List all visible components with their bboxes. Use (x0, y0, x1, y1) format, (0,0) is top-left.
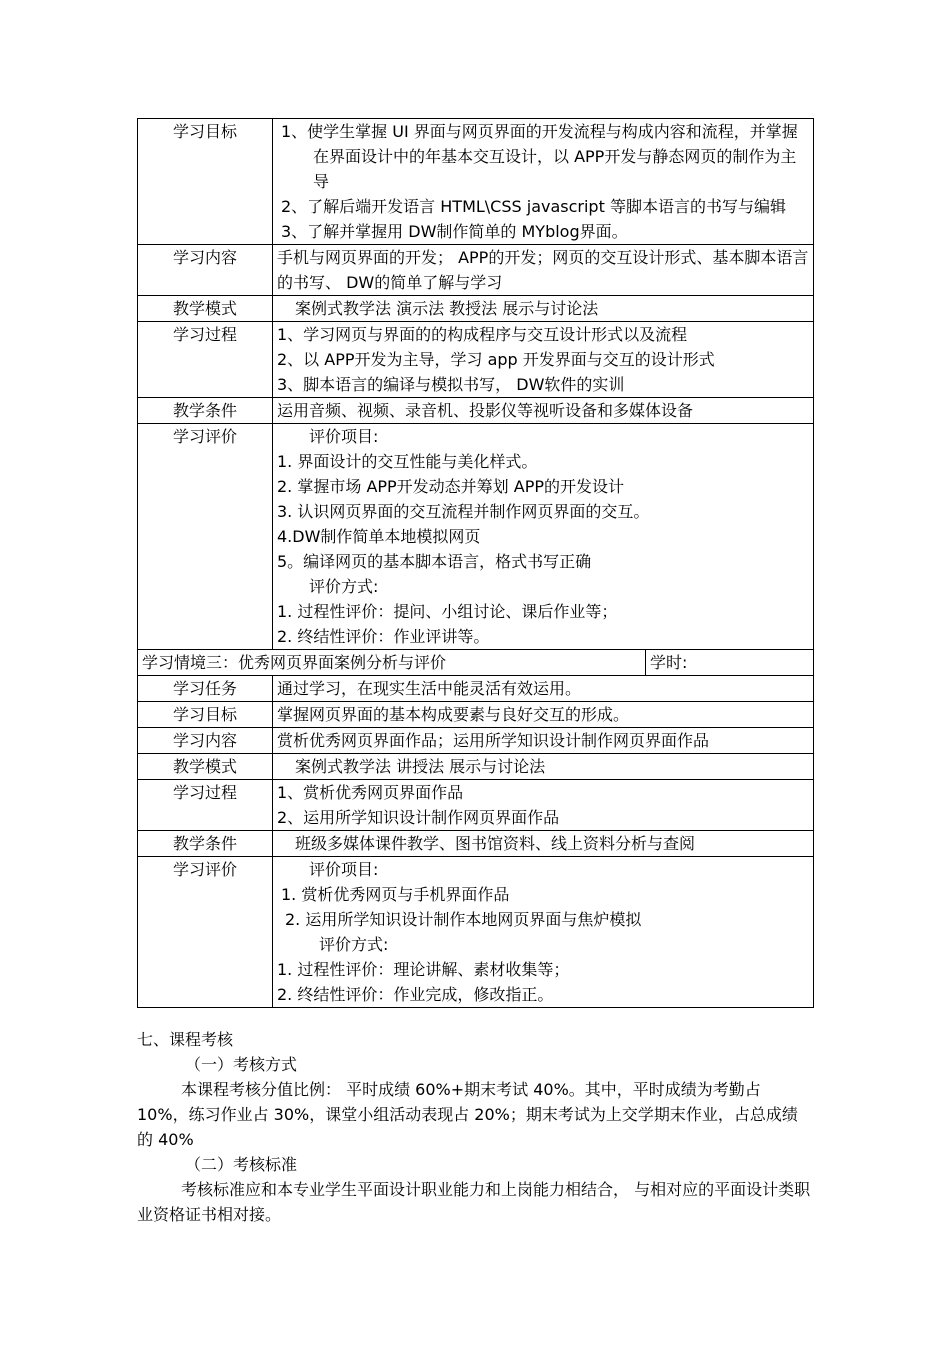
evaluation-cell (273, 424, 814, 650)
mode-text: 案例式教学法 演示法 教授法 展示与讨论法 (295, 299, 599, 318)
list-item: 1. 过程性评价：理论讲解、素材收集等； (277, 960, 570, 979)
list-item: 2、运用所学知识设计制作网页界面作品 (277, 808, 560, 827)
scenario-title: 学习情境三：优秀网页界面案例分析与评价 (138, 650, 646, 676)
table-row (138, 322, 814, 398)
row-label-content: 学习内容 (138, 245, 273, 296)
list-item: 2、了解后端开发语言 HTML\CSS javascript 等脚本语言的书写与编辑 (281, 197, 786, 216)
list-item: 1、赏析优秀网页界面作品 (277, 783, 464, 802)
row-label-conditions: 教学条件 (138, 831, 273, 857)
conditions-text: 运用音频、视频、录音机、投影仪等视听设备和多媒体设备 (277, 401, 694, 420)
list-item: 2. 掌握市场 APP开发动态并筹划 APP的开发设计 (277, 477, 625, 496)
conditions-cell (273, 398, 814, 424)
list-item: 4.DW制作简单本地模拟网页 (277, 527, 481, 546)
method-paragraph: 本课程考核分值比例： 平时成绩 60%+期末考试 40%。其中，平时成绩为考勤占 10%，练习作业占 30%，课堂小组活动表现占 20%；期末考试为上交学期末作业，占总成绩的 40% (137, 1080, 798, 1149)
table-row (138, 398, 814, 424)
evaluation-items-title: 评价项目: (309, 860, 379, 879)
list-item: 1、学习网页与界面的的构成程序与交互设计形式以及流程 (277, 325, 688, 344)
table-row (138, 676, 814, 702)
section-heading: 七、课程考核 (137, 1030, 234, 1049)
list-item: 2. 运用所学知识设计制作本地网页界面与焦炉模拟 (285, 910, 642, 929)
row-label-goal: 学习目标 (138, 702, 273, 728)
list-item: 3. 认识网页界面的交互流程并制作网页界面的交互。 (277, 502, 650, 521)
conditions-text: 班级多媒体课件教学、图书馆资料、线上资料分析与查阅 (295, 834, 696, 853)
conditions-cell (273, 831, 814, 857)
course-table (137, 118, 814, 1008)
process-cell (273, 322, 814, 398)
list-item: 3、脚本语言的编译与模拟书写， DW软件的实训 (277, 375, 625, 394)
content-cell (273, 245, 814, 296)
row-label-mode: 教学模式 (138, 754, 273, 780)
mode-text: 案例式教学法 讲授法 展示与讨论法 (295, 757, 546, 776)
goal-cell: 掌握网页界面的基本构成要素与良好交互的形成。 (273, 702, 814, 728)
table-row (138, 424, 814, 650)
subsection-heading-standard: （二）考核标准 (185, 1155, 298, 1174)
list-item: 1. 界面设计的交互性能与美化样式。 (277, 452, 538, 471)
row-label-process: 学习过程 (138, 780, 273, 831)
row-label-mode: 教学模式 (138, 296, 273, 322)
list-item: 5。编译网页的基本脚本语言，格式书写正确 (277, 552, 592, 571)
row-label-content: 学习内容 (138, 728, 273, 754)
table-row (138, 119, 814, 245)
row-label-goal: 学习目标 (138, 119, 273, 245)
table-row (138, 857, 814, 1008)
table-row (138, 754, 814, 780)
list-item: 2. 终结性评价：作业评讲等。 (277, 627, 490, 646)
row-label-process: 学习过程 (138, 322, 273, 398)
table-row (138, 650, 814, 676)
standard-paragraph: 考核标准应和本专业学生平面设计职业能力和上岗能力相结合， 与相对应的平面设计类职业资格证书相对接。 (137, 1180, 811, 1224)
process-cell (273, 780, 814, 831)
table-row (138, 780, 814, 831)
list-item: 3、了解并掌握用 DW制作简单的 MYblog界面。 (281, 222, 628, 241)
subsection-heading-method: （一）考核方式 (185, 1055, 298, 1074)
list-item: 2、以 APP开发为主导，学习 app 开发界面与交互的设计形式 (277, 350, 715, 369)
list-item: 1. 赏析优秀网页与手机界面作品 (281, 885, 510, 904)
row-label-task: 学习任务 (138, 676, 273, 702)
evaluation-methods-title: 评价方式: (319, 935, 389, 954)
assessment-section (137, 1027, 813, 1227)
table-row (138, 728, 814, 754)
content-cell: 赏析优秀网页界面作品；运用所学知识设计制作网页界面作品 (273, 728, 814, 754)
mode-cell (273, 296, 814, 322)
evaluation-cell (273, 857, 814, 1008)
row-label-evaluation: 学习评价 (138, 857, 273, 1008)
list-item: 2. 终结性评价：作业完成，修改指正。 (277, 985, 554, 1004)
table-row (138, 831, 814, 857)
task-cell: 通过学习，在现实生活中能灵活有效运用。 (273, 676, 814, 702)
list-item: 1、使学生掌握 UI 界面与网页界面的开发流程与构成内容和流程，并掌握在界面设计中的年基本交互设计，以 APP开发与静态网页的制作为主导 (281, 122, 798, 191)
table-row (138, 702, 814, 728)
evaluation-methods-title: 评价方式: (309, 577, 379, 596)
scenario-hours: 学时: (646, 650, 814, 676)
row-label-evaluation: 学习评价 (138, 424, 273, 650)
list-item: 1. 过程性评价：提问、小组讨论、课后作业等； (277, 602, 618, 621)
content-text: 手机与网页界面的开发； APP的开发；网页的交互设计形式、基本脚本语言的书写、 DW的简单了解与学习 (277, 248, 809, 292)
table-row (138, 296, 814, 322)
mode-cell (273, 754, 814, 780)
table-row (138, 245, 814, 296)
goal-cell (273, 119, 814, 245)
evaluation-items-title: 评价项目: (309, 427, 379, 446)
row-label-conditions: 教学条件 (138, 398, 273, 424)
